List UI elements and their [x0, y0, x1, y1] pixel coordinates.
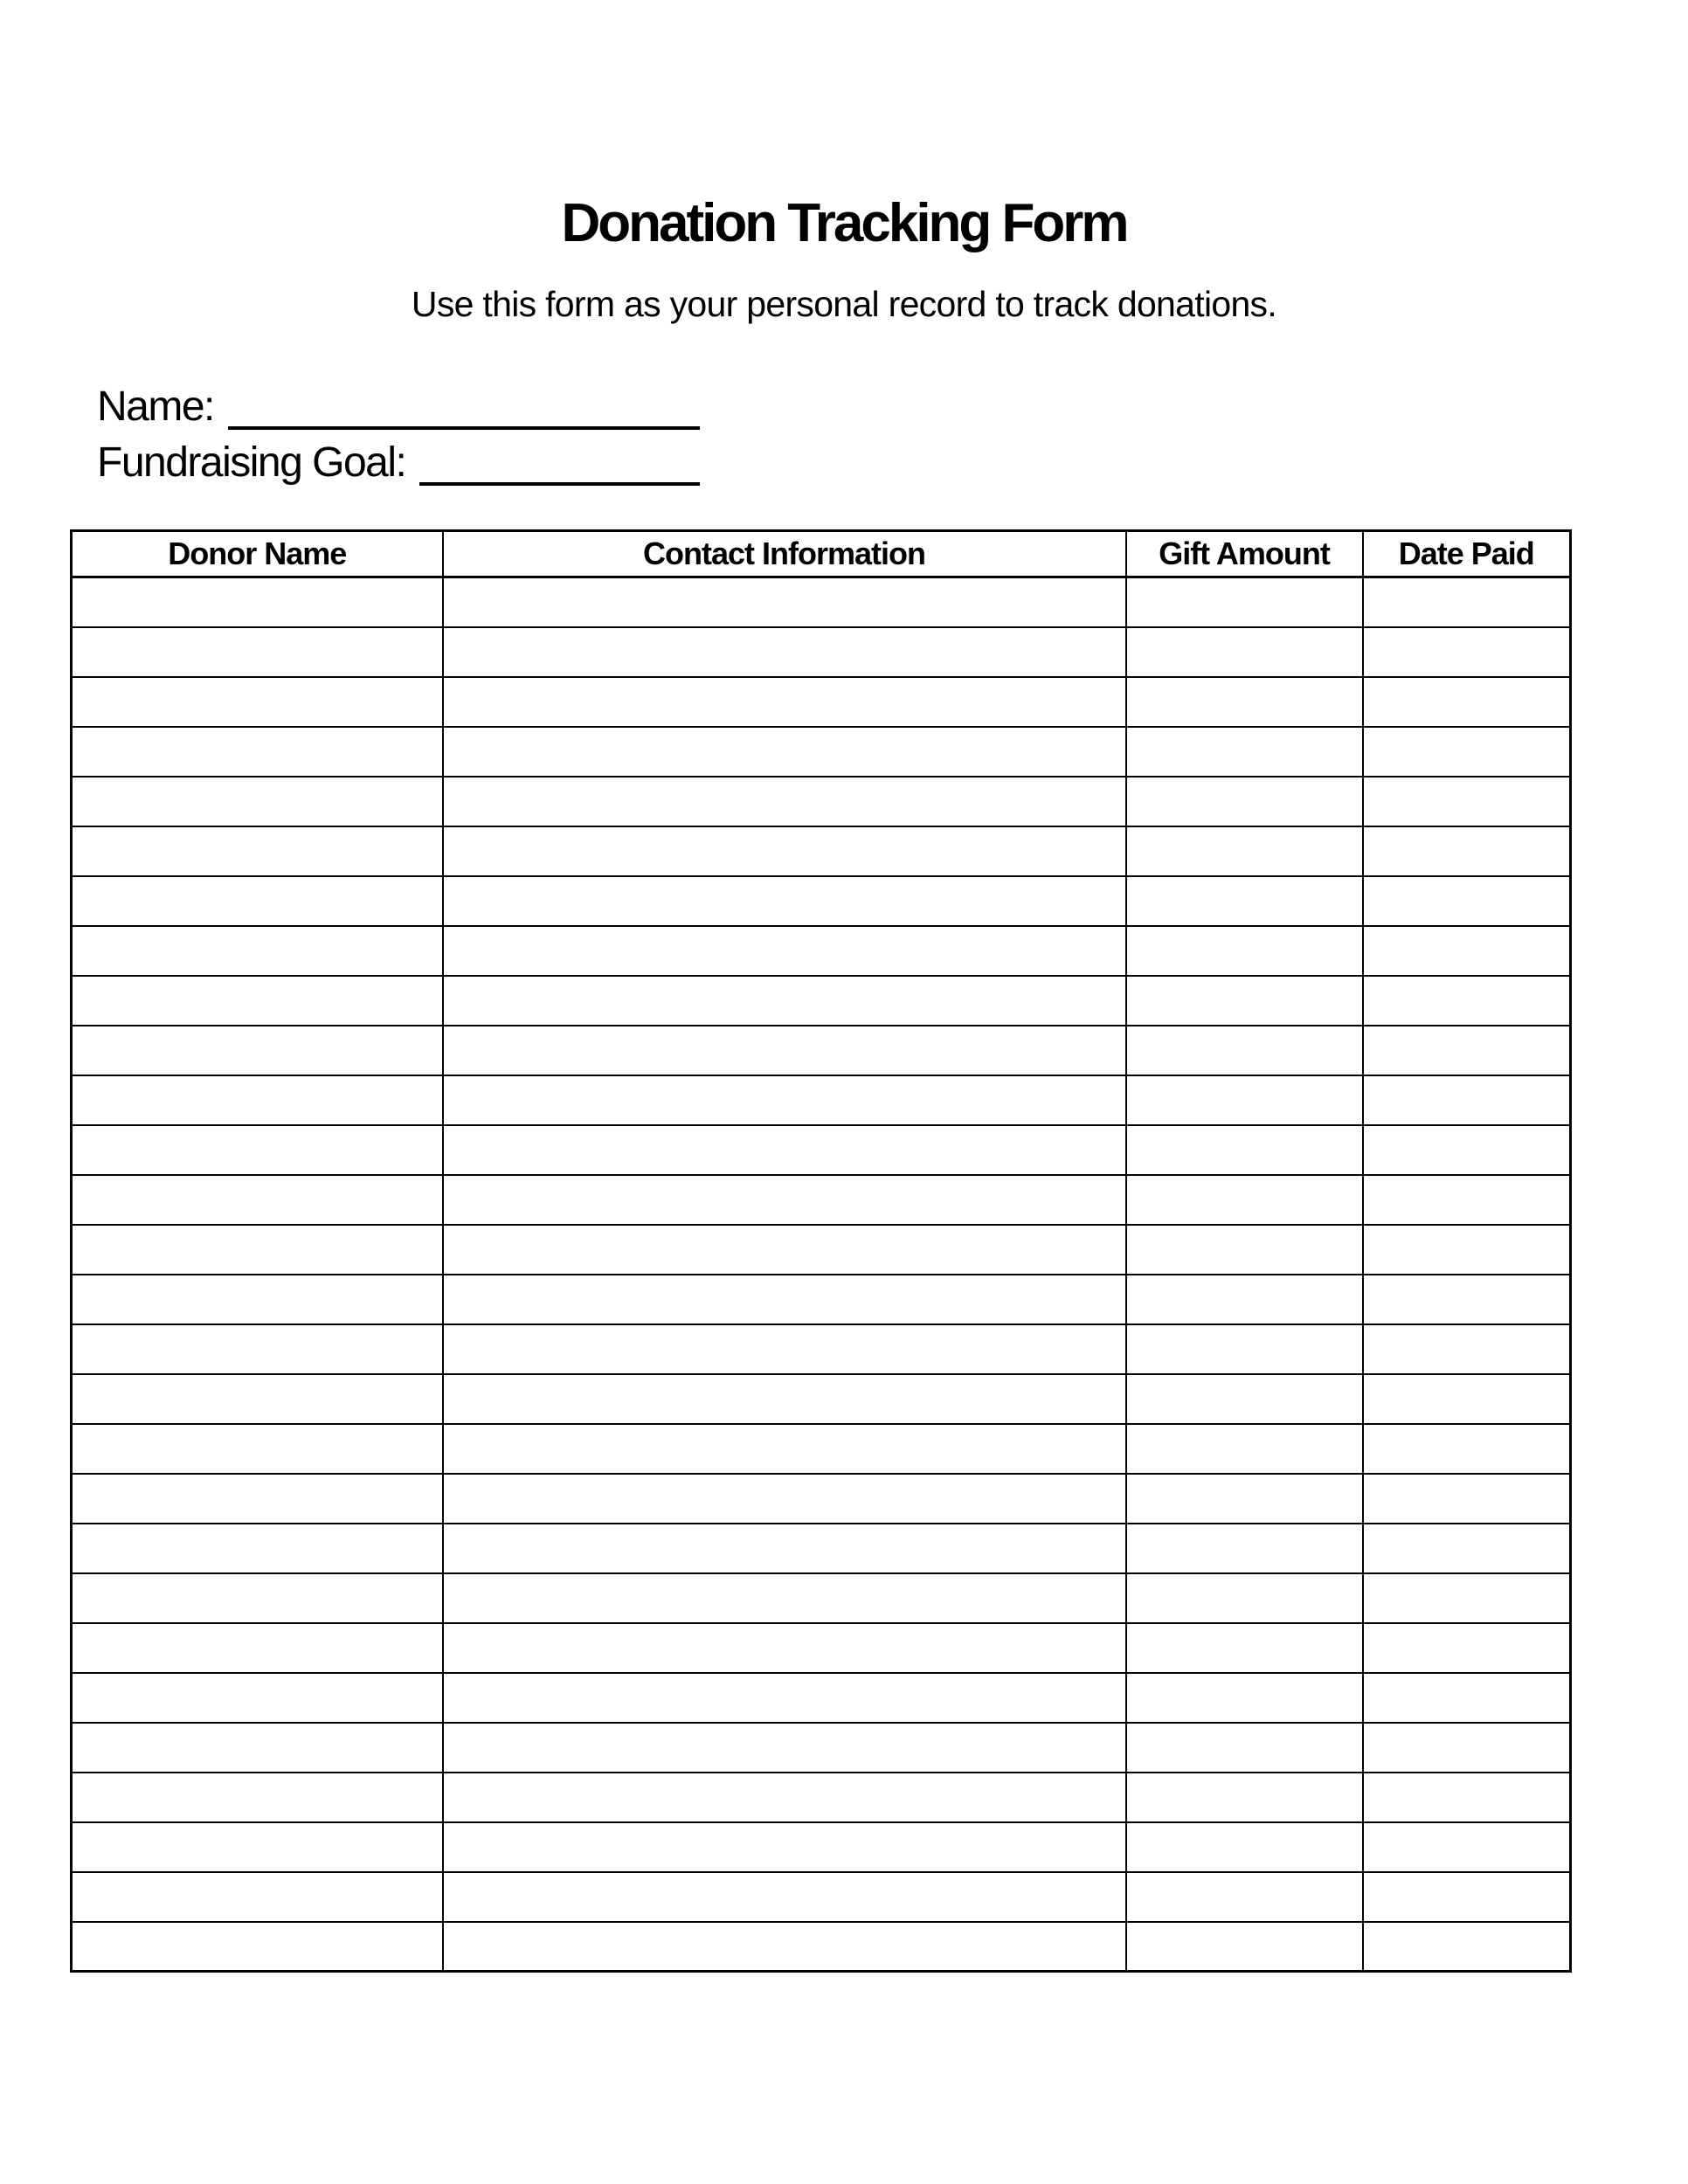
empty-cell: [443, 1573, 1126, 1623]
table-row: [72, 677, 1571, 727]
empty-cell: [443, 1374, 1126, 1424]
empty-cell: [1363, 1125, 1571, 1175]
empty-cell: [72, 1822, 443, 1872]
table-row: [72, 1374, 1571, 1424]
empty-cell: [1126, 677, 1363, 727]
table-row: [72, 976, 1571, 1026]
table-row: [72, 1673, 1571, 1723]
empty-cell: [1363, 876, 1571, 926]
empty-cell: [443, 1673, 1126, 1723]
empty-cell: [443, 1474, 1126, 1524]
empty-cell: [72, 1474, 443, 1524]
table-row: [72, 627, 1571, 677]
empty-cell: [1126, 976, 1363, 1026]
empty-cell: [72, 1424, 443, 1474]
empty-cell: [1363, 627, 1571, 677]
empty-cell: [1363, 976, 1571, 1026]
empty-cell: [443, 1125, 1126, 1175]
empty-cell: [1126, 1324, 1363, 1374]
empty-cell: [1126, 1275, 1363, 1324]
empty-cell: [443, 1424, 1126, 1474]
fundraising-goal-blank-line: [419, 435, 700, 486]
column-header-gift-amount: Gift Amount: [1126, 531, 1363, 577]
table-row: [72, 1573, 1571, 1623]
empty-cell: [443, 1773, 1126, 1822]
empty-cell: [1363, 926, 1571, 976]
empty-cell: [1126, 926, 1363, 976]
table-row: [72, 1524, 1571, 1573]
table-row: [72, 1922, 1571, 1972]
empty-cell: [443, 1822, 1126, 1872]
empty-cell: [1126, 1773, 1363, 1822]
empty-cell: [72, 1623, 443, 1673]
empty-cell: [72, 1773, 443, 1822]
donation-table-header: [72, 531, 1571, 577]
empty-cell: [72, 926, 443, 976]
empty-cell: [1363, 1822, 1571, 1872]
empty-cell: [1126, 1125, 1363, 1175]
empty-cell: [72, 1225, 443, 1275]
empty-cell: [1126, 777, 1363, 826]
table-row: [72, 1474, 1571, 1524]
empty-cell: [72, 1723, 443, 1773]
table-row: [72, 1822, 1571, 1872]
table-row: [72, 1125, 1571, 1175]
header-row: [72, 531, 1571, 577]
empty-cell: [1363, 1026, 1571, 1075]
empty-cell: [1126, 1723, 1363, 1773]
empty-cell: [1363, 1872, 1571, 1922]
empty-cell: [443, 826, 1126, 876]
name-blank-line: [228, 379, 700, 430]
empty-cell: [1363, 826, 1571, 876]
empty-cell: [1363, 1573, 1571, 1623]
table-row: [72, 1026, 1571, 1075]
table-row: [72, 1075, 1571, 1125]
empty-cell: [1126, 826, 1363, 876]
empty-cell: [72, 876, 443, 926]
empty-cell: [1126, 1424, 1363, 1474]
empty-cell: [1363, 1623, 1571, 1673]
empty-cell: [443, 627, 1126, 677]
empty-cell: [72, 1275, 443, 1324]
empty-cell: [72, 1524, 443, 1573]
table-row: [72, 1424, 1571, 1474]
table-row: [72, 1723, 1571, 1773]
empty-cell: [1126, 1623, 1363, 1673]
table-row: [72, 876, 1571, 926]
empty-cell: [443, 777, 1126, 826]
empty-cell: [443, 1275, 1126, 1324]
column-header-date-paid: Date Paid: [1363, 531, 1571, 577]
table-row: [72, 826, 1571, 876]
empty-cell: [1126, 1175, 1363, 1225]
empty-cell: [443, 577, 1126, 627]
empty-cell: [1126, 1374, 1363, 1424]
empty-cell: [1126, 577, 1363, 627]
empty-cell: [1363, 1374, 1571, 1424]
empty-cell: [443, 1175, 1126, 1225]
empty-cell: [1363, 1673, 1571, 1723]
empty-cell: [72, 1075, 443, 1125]
table-row: [72, 1225, 1571, 1275]
empty-cell: [443, 1324, 1126, 1374]
empty-cell: [72, 677, 443, 727]
table-row: [72, 1324, 1571, 1374]
donation-table-body: [72, 577, 1571, 1972]
empty-cell: [443, 1872, 1126, 1922]
empty-cell: [443, 1524, 1126, 1573]
fundraising-goal-field-row: [97, 435, 700, 491]
empty-cell: [443, 677, 1126, 727]
empty-cell: [72, 1026, 443, 1075]
empty-cell: [1126, 1026, 1363, 1075]
table-row: [72, 1773, 1571, 1822]
empty-cell: [72, 777, 443, 826]
empty-cell: [72, 1673, 443, 1723]
table-row: [72, 777, 1571, 826]
empty-cell: [72, 1374, 443, 1424]
empty-cell: [72, 1324, 443, 1374]
empty-cell: [72, 1922, 443, 1972]
empty-cell: [443, 1225, 1126, 1275]
empty-cell: [1126, 1075, 1363, 1125]
empty-cell: [443, 1075, 1126, 1125]
empty-cell: [1126, 727, 1363, 777]
table-row: [72, 727, 1571, 777]
empty-cell: [1363, 1773, 1571, 1822]
empty-cell: [1363, 1723, 1571, 1773]
page-title: Donation Tracking Form: [561, 193, 1127, 253]
empty-cell: [1126, 1872, 1363, 1922]
empty-cell: [443, 876, 1126, 926]
empty-cell: [1363, 1922, 1571, 1972]
empty-cell: [1363, 1324, 1571, 1374]
empty-cell: [72, 1125, 443, 1175]
table-row: [72, 577, 1571, 627]
empty-cell: [1363, 1524, 1571, 1573]
empty-cell: [72, 976, 443, 1026]
empty-cell: [72, 826, 443, 876]
empty-cell: [72, 577, 443, 627]
empty-cell: [1363, 1275, 1571, 1324]
empty-cell: [443, 926, 1126, 976]
empty-cell: [443, 1723, 1126, 1773]
form-fields: [97, 379, 700, 491]
page-subtitle: Use this form as your personal record to track donations.: [411, 284, 1277, 324]
empty-cell: [443, 1922, 1126, 1972]
empty-cell: [443, 1026, 1126, 1075]
name-field-label: Name:: [97, 384, 214, 430]
fundraising-goal-field-label: Fundraising Goal:: [97, 439, 406, 486]
empty-cell: [1363, 727, 1571, 777]
empty-cell: [1363, 777, 1571, 826]
empty-cell: [1126, 1573, 1363, 1623]
empty-cell: [1363, 1474, 1571, 1524]
empty-cell: [1126, 1225, 1363, 1275]
empty-cell: [72, 727, 443, 777]
empty-cell: [443, 1623, 1126, 1673]
empty-cell: [1363, 1424, 1571, 1474]
empty-cell: [1126, 1474, 1363, 1524]
table-row: [72, 1275, 1571, 1324]
donation-table: [70, 529, 1572, 1973]
empty-cell: [1126, 1524, 1363, 1573]
empty-cell: [1126, 876, 1363, 926]
table-row: [72, 926, 1571, 976]
empty-cell: [72, 1573, 443, 1623]
empty-cell: [72, 627, 443, 677]
empty-cell: [72, 1872, 443, 1922]
empty-cell: [443, 976, 1126, 1026]
column-header-contact-information: Contact Information: [443, 531, 1126, 577]
empty-cell: [1363, 577, 1571, 627]
column-header-donor-name: Donor Name: [72, 531, 443, 577]
table-row: [72, 1175, 1571, 1225]
table-row: [72, 1623, 1571, 1673]
empty-cell: [1126, 627, 1363, 677]
empty-cell: [1363, 1175, 1571, 1225]
empty-cell: [1363, 1075, 1571, 1125]
empty-cell: [443, 727, 1126, 777]
name-field-row: [97, 379, 700, 435]
empty-cell: [1126, 1922, 1363, 1972]
empty-cell: [1363, 1225, 1571, 1275]
empty-cell: [1126, 1673, 1363, 1723]
empty-cell: [1126, 1822, 1363, 1872]
empty-cell: [1363, 677, 1571, 727]
table-row: [72, 1872, 1571, 1922]
empty-cell: [72, 1175, 443, 1225]
